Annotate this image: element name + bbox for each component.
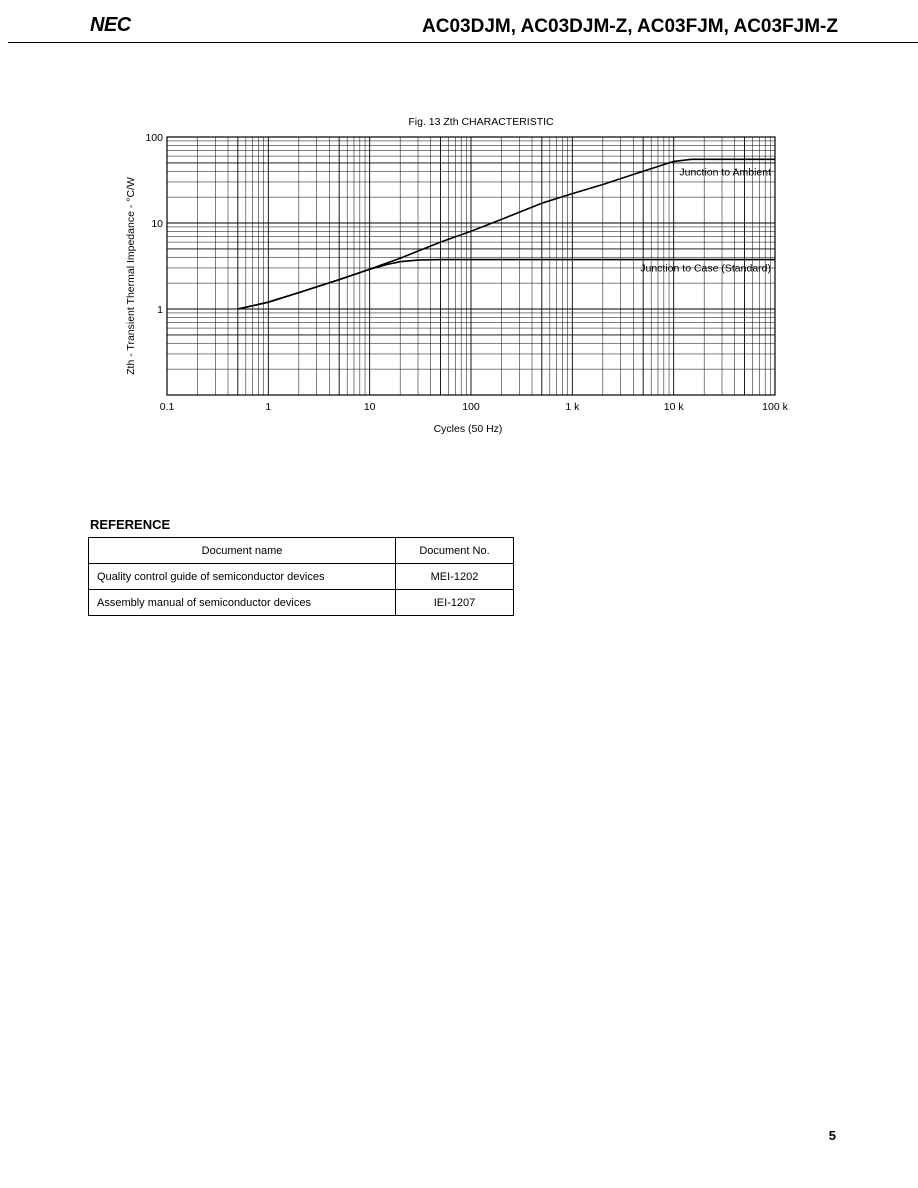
y-axis-label: Zth - Transient Thermal Impedance - °C/W xyxy=(125,177,137,375)
x-tick-label: 10 k xyxy=(663,401,684,413)
chart-title: Fig. 13 Zth CHARACTERISTIC xyxy=(408,116,554,128)
series-label-junction-to-case: Junction to Case (Standard) xyxy=(640,262,771,275)
nec-logo: NEC xyxy=(90,14,131,36)
column-header-document-name: Document name xyxy=(89,538,396,564)
series-label-junction-to-ambient: Junction to Ambient xyxy=(679,166,771,179)
x-tick-label: 100 k xyxy=(762,401,788,413)
y-tick-label: 10 xyxy=(151,218,163,230)
x-tick-label: 1 k xyxy=(565,401,580,413)
reference-table xyxy=(88,537,514,616)
column-header-document-no: Document No. xyxy=(396,538,514,564)
table-header-row xyxy=(89,538,514,564)
document-name-cell: Assembly manual of semiconductor devices xyxy=(89,590,396,616)
x-tick-label: 1 xyxy=(265,401,272,413)
x-tick-label: 0.1 xyxy=(159,401,175,413)
reference-heading: REFERENCE xyxy=(90,517,171,532)
header-divider xyxy=(8,42,918,43)
page-number: 5 xyxy=(828,1128,836,1143)
x-axis-label: Cycles (50 Hz) xyxy=(433,423,503,435)
y-tick-label: 100 xyxy=(145,132,163,144)
document-title: AC03DJM, AC03DJM-Z, AC03FJM, AC03FJM-Z xyxy=(422,16,838,37)
table-row xyxy=(89,590,514,616)
table-row xyxy=(89,564,514,590)
chart-labels xyxy=(125,116,789,435)
zth-characteristic-chart xyxy=(110,110,810,440)
document-name-cell: Quality control guide of semiconductor devices xyxy=(89,564,396,590)
x-tick-label: 100 xyxy=(462,401,480,413)
x-tick-label: 10 xyxy=(363,401,376,413)
y-tick-label: 1 xyxy=(157,304,163,316)
document-number-cell: IEI-1207 xyxy=(396,590,514,616)
document-number-cell: MEI-1202 xyxy=(396,564,514,590)
